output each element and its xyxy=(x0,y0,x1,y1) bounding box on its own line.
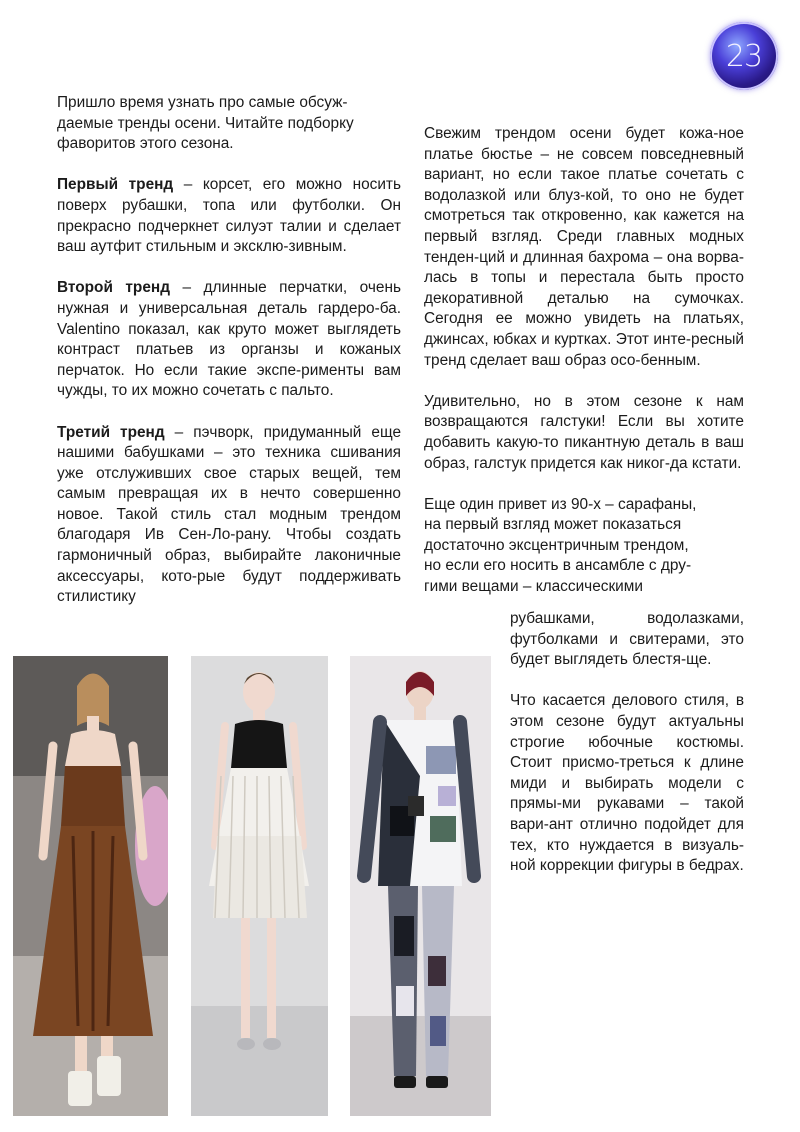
trend-2-label: Второй тренд xyxy=(57,279,170,297)
intro-paragraph: Пришло время узнать про самые обсуж- даемые тренды осени. Читайте подборку фаворитов этого сезона. xyxy=(57,94,354,153)
trend-2-text: – длинные перчатки, очень нужная и универсальная деталь гардеро-ба. Valentino показал, как круто может выглядеть контраст платьев из органзы и кожаных перчаток. Но если такие экспе-рименты вам чужды, то их можно сочетать с пальто. xyxy=(57,279,401,400)
right-column xyxy=(424,124,744,598)
trend-1-label: Первый тренд xyxy=(57,176,174,194)
trend-3-label: Третий тренд xyxy=(57,423,165,441)
runway-photo-fringe-dress xyxy=(191,656,328,1116)
runway-photo-patchwork-suit xyxy=(350,656,491,1116)
trend-1-paragraph xyxy=(57,175,401,257)
leather-dress-paragraph: Свежим трендом осени будет кожа-ное платье бюстье – не совсем повседневный вариант, но если такое платье сочетать с водолазкой или блуз-кой, то оно не будет смотреться так откровенно, как кажется на первый взгляд. Среди главных модных тенден-ций и длинная бахрома – она ворва-лась в топы и перестала быть просто декоративной деталью на сумочках. Сегодня ее можно увидеть на платьях, джинсах, юбках и куртках. Этот инте-ресный тренд сделает ваш образ осо-бенным. xyxy=(424,125,744,369)
trend-1-text: – корсет, его можно носить поверх рубашки, топа или футболки. Он прекрасно подчеркнет силуэт талии и сделает ваш аутфит стильным и эксклю-зивным. xyxy=(57,176,401,256)
left-column xyxy=(57,93,401,608)
trend-3-paragraph xyxy=(57,423,401,608)
trend-3-text: – пэчворк, придуманный еще нашими бабушками – это техника сшивания уже отслуживших свое старых вещей, тем самым превращая их в нечто совершенно новое. Такой стиль стал модным трендом благодаря Ив Сен-Ло-рану. Чтобы создать гармоничный образ, выбирайте лаконичные аксессуары, кото-рые будут поддерживать стилистику xyxy=(57,423,402,606)
right-column-continued xyxy=(510,609,744,877)
sundress-paragraph: Еще один привет из 90-х – сарафаны, на первый взгляд может показаться достаточно эксцентричным трендом, но если его носить в ансамбле с дру- гими вещами – классическими xyxy=(424,495,697,596)
sundress-paragraph-continued: рубашками, водолазками, футболками и свитерами, это будет выглядеть блестя-ще. xyxy=(510,610,744,669)
business-style-paragraph: Что касается делового стиля, в этом сезоне будут актуальны строгие юбочные костюмы. Стоит присмо-треться к длине миди и выбирать модели с прямы-ми рукавами – такой вари-ант отлично подойдет для тех, кто нуждается в визуаль-ной коррекции фигуры в бедрах. xyxy=(510,692,744,875)
page-number: 23 xyxy=(725,38,763,74)
trend-2-paragraph xyxy=(57,278,401,402)
runway-photo-leather-dress xyxy=(13,656,168,1116)
ties-paragraph: Удивительно, но в этом сезоне к нам возвращаются галстуки! Если вы хотите добавить какую-то пикантную деталь в ваш образ, галстук придется как никог-да кстати. xyxy=(424,392,744,472)
page-number-badge xyxy=(710,22,778,90)
